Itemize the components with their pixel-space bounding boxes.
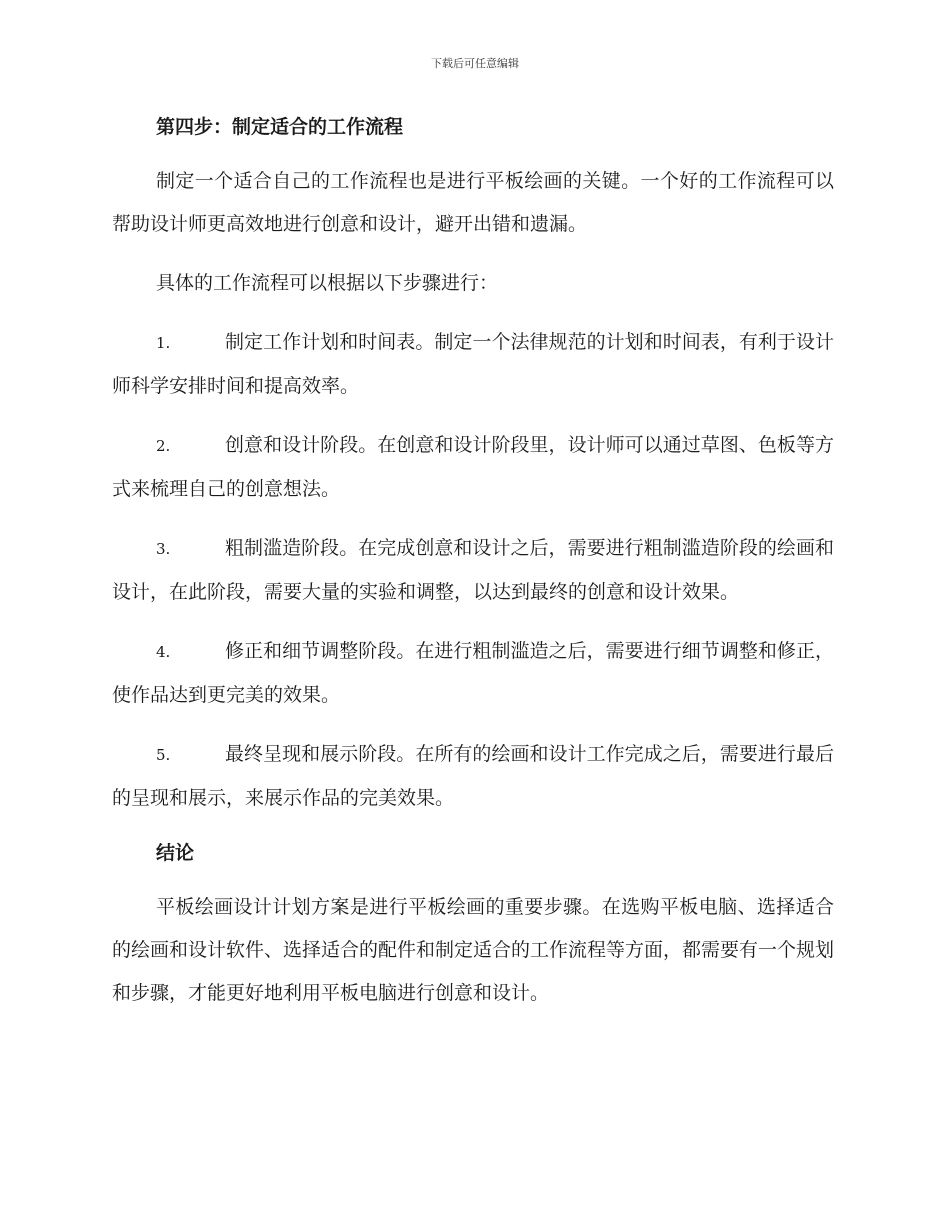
list-item-number: 1. [156, 334, 171, 352]
list-item-text: 修正和细节调整阶段。在进行粗制滥造之后，需要进行细节调整和修正，使作品达到更完美的效果。 [112, 640, 834, 706]
list-item-text: 粗制滥造阶段。在完成创意和设计之后，需要进行粗制滥造阶段的绘画和设计，在此阶段，需要大量的实验和调整，以达到最终的创意和设计效果。 [112, 537, 834, 603]
list-item-text: 最终呈现和展示阶段。在所有的绘画和设计工作完成之后，需要进行最后的呈现和展示，来展示作品的完美效果。 [112, 743, 834, 809]
list-item-number: 2. [156, 437, 171, 455]
list-item-text: 创意和设计阶段。在创意和设计阶段里，设计师可以通过草图、色板等方式来梳理自己的创意想法。 [112, 434, 834, 500]
list-item-number: 4. [156, 643, 171, 661]
list-item [112, 733, 834, 820]
document-body [112, 110, 834, 1031]
header-note: 下载后可任意编辑 [431, 57, 519, 70]
section-heading-step4: 第四步：制定适合的工作流程 [156, 116, 404, 138]
list-item-text: 制定工作计划和时间表。制定一个法律规范的计划和时间表，有利于设计师科学安排时间和提高效率。 [112, 331, 834, 397]
conclusion-paragraph: 平板绘画设计计划方案是进行平板绘画的重要步骤。在选购平板电脑、选择适合的绘画和设计软件、选择适合的配件和制定适合的工作流程等方面，都需要有一个规划和步骤，才能更好地利用平板电脑进行创意和设计。 [112, 896, 835, 1004]
list-item [112, 630, 834, 717]
list-item [112, 527, 834, 614]
list-item [112, 424, 834, 511]
lead-paragraph: 具体的工作流程可以根据以下步骤进行： [156, 272, 499, 294]
list-item-number: 5. [156, 746, 171, 764]
list-item-number: 3. [156, 540, 171, 558]
section-heading-conclusion: 结论 [156, 842, 195, 864]
intro-paragraph: 制定一个适合自己的工作流程也是进行平板绘画的关键。一个好的工作流程可以帮助设计师更高效地进行创意和设计，避开出错和遗漏。 [112, 170, 834, 235]
list-item [112, 321, 834, 408]
